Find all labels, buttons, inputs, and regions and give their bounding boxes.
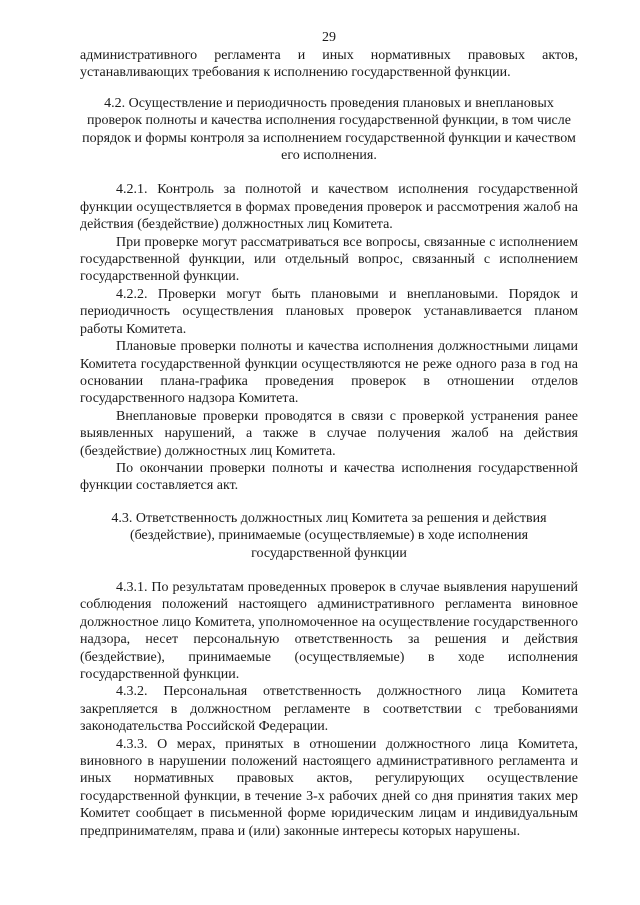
paragraph: При проверке могут рассматриваться все вопросы, связанные с исполнением государственной функции, или отдельный вопрос, связанный с исполнением государственной функции.	[80, 234, 578, 285]
section-heading-4-3: 4.3. Ответственность должностных лиц Комитета за решения и действия (бездействие), принимаемые (осуществляемые) в ходе исполнения государственной функции	[111, 510, 547, 561]
paragraph-continuation: административного регламента и иных нормативных правовых актов, устанавливающих требования к исполнению государственной функции.	[80, 48, 578, 81]
paragraph-4-2-1: 4.2.1. Контроль за полнотой и качеством исполнения государственной функции осуществляется в формах проведения проверок и рассмотрения жалоб на действия (бездействие) должностных лиц Комитета.	[80, 182, 578, 233]
section-heading-4-2: 4.2. Осуществление и периодичность проведения плановых и внеплановых проверок полноты и качества исполнения государственной функции, в том числе порядок и формы контроля за исполнением государственной функции и качеством его исполнения.	[82, 95, 576, 164]
page-number: 29	[322, 30, 336, 45]
paragraph-4-3-3: 4.3.3. О мерах, принятых в отношении должностного лица Комитета, виновного в нарушении положений настоящего административного регламента и иных нормативных правовых актов, регулирующих осуществление государственной функции, в течение 3-х рабочих дней со дня принятия таких мер Комитет сообщает в письменной форме юридическим лицам и индивидуальным предпринимателям, права и (или) законные интересы которых нарушены.	[80, 736, 578, 839]
paragraph-4-3-2: 4.3.2. Персональная ответственность должностного лица Комитета закрепляется в должностном регламенте в соответствии с требованиями законодательства Российской Федерации.	[80, 684, 578, 735]
paragraph: По окончании проверки полноты и качества исполнения государственной функции составляется акт.	[80, 460, 578, 494]
paragraph-4-2-2: 4.2.2. Проверки могут быть плановыми и внеплановыми. Порядок и периодичность осуществления плановых проверок устанавливается планом работы Комитета.	[80, 286, 578, 337]
paragraph: Внеплановые проверки проводятся в связи с проверкой устранения ранее выявленных нарушений, а также в случае получения жалоб на действия (бездействие) должностных лиц Комитета.	[80, 408, 578, 459]
paragraph-4-3-1: 4.3.1. По результатам проведенных проверок в случае выявления нарушений соблюдения положений настоящего административного регламента виновное должностное лицо Комитета, уполномоченное на осуществление государственного надзора, несет персональную ответственность за решения и действия (бездействие), принимаемые (осуществляемые) в ходе исполнения государственной функции.	[80, 579, 578, 682]
paragraph: Плановые проверки полноты и качества исполнения должностными лицами Комитета государственной функции осуществляются не реже одного раза в год на основании плана-графика проведения проверок в отношении отделов государственного надзора Комитета.	[80, 339, 578, 407]
